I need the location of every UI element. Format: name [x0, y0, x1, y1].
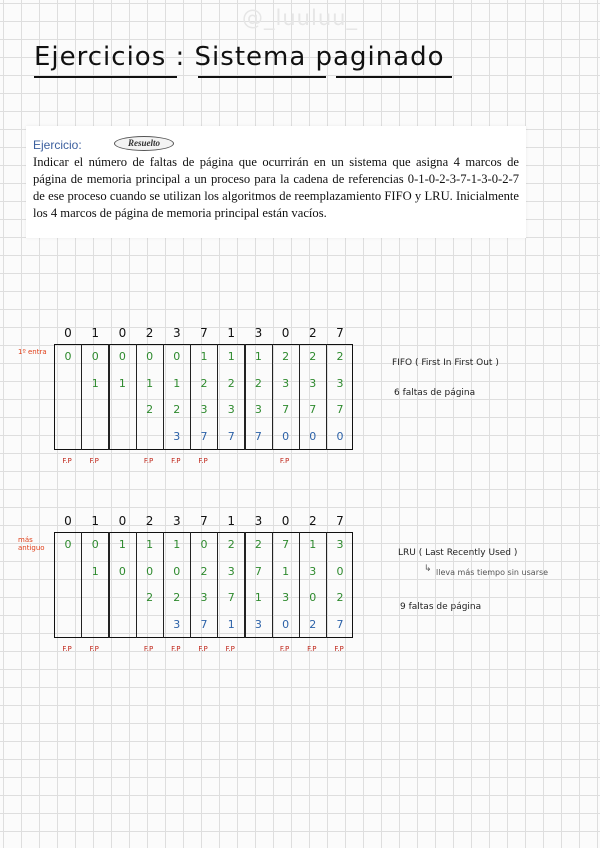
frame-cell: 1 — [146, 376, 154, 390]
frame-cell: 3 — [254, 617, 262, 631]
frame-cell: 0 — [336, 564, 344, 578]
title-underline — [336, 76, 452, 78]
frame-cell: 0 — [118, 350, 126, 363]
page-fault-marker: F.P — [279, 457, 290, 465]
frame-cell: 0 — [309, 429, 317, 443]
title-underline — [198, 76, 326, 78]
exercise-card — [26, 126, 526, 238]
frame-cell: 2 — [336, 350, 344, 363]
page-fault-marker: F.P — [307, 645, 317, 653]
frame-cell: 7 — [282, 403, 290, 416]
page-fault-marker: F.P — [198, 457, 208, 465]
page-fault-marker: F.P — [171, 457, 181, 465]
lru-result: 9 faltas de página — [400, 602, 482, 612]
reference-number: 2 — [145, 514, 154, 528]
frame-cell: 7 — [227, 429, 235, 443]
page-fault-marker: F.P — [279, 645, 290, 653]
frame-cell: 1 — [118, 376, 126, 390]
reference-number: 0 — [281, 514, 290, 528]
resuelto-badge: Resuelto — [114, 136, 174, 151]
frame-cell: 0 — [173, 350, 181, 363]
reference-number: 3 — [254, 514, 263, 528]
reference-number: 1 — [227, 326, 235, 340]
frame-cell: 0 — [64, 538, 72, 551]
page-fault-marker: F.P — [89, 457, 99, 465]
reference-number: 0 — [64, 326, 72, 340]
reference-number: 0 — [118, 514, 127, 528]
reference-number: 2 — [308, 326, 317, 340]
reference-number: 2 — [308, 514, 317, 528]
frame-cell: 7 — [254, 564, 262, 578]
frame-cell: 0 — [336, 429, 344, 443]
lru-algorithm-label: LRU ( Last Recently Used ) — [398, 548, 518, 558]
frame-cell: 2 — [336, 591, 344, 604]
reference-number: 2 — [145, 326, 154, 340]
side-marker: más antiguo — [18, 536, 45, 552]
frame-cell: 7 — [282, 538, 290, 551]
page-title: Ejercicios : Sistema paginado — [34, 42, 445, 72]
frame-cell: 0 — [91, 350, 99, 363]
frame-cell: 0 — [64, 350, 72, 363]
reference-number: 1 — [91, 514, 99, 528]
frame-cell: 1 — [91, 564, 99, 578]
frame-cell: 1 — [254, 350, 262, 363]
page-fault-marker: F.P — [143, 457, 154, 465]
page-fault-marker: F.P — [89, 645, 99, 653]
frame-cell: 1 — [309, 538, 317, 551]
frame-cell: 7 — [254, 429, 262, 443]
reference-number: 7 — [200, 514, 208, 528]
frame-cell: 3 — [336, 538, 344, 551]
frame-cell: 1 — [227, 617, 235, 631]
frame-cell: 3 — [309, 564, 317, 578]
frame-cell: 1 — [200, 350, 208, 363]
fifo-algorithm-label: FIFO ( First In First Out ) — [392, 358, 499, 368]
frame-cell: 7 — [227, 591, 235, 604]
frame-cell: 0 — [200, 538, 208, 551]
frame-cell: 0 — [282, 429, 290, 443]
reference-number: 0 — [64, 514, 72, 528]
frame-cell: 0 — [282, 617, 290, 631]
exercise-label: Ejercicio: — [33, 138, 82, 152]
frame-cell: 0 — [309, 591, 317, 604]
frame-cell: 2 — [282, 350, 290, 363]
frame-cell: 3 — [173, 617, 181, 631]
frame-cell: 2 — [254, 376, 262, 390]
reference-number: 7 — [200, 326, 208, 340]
frame-cell: 1 — [91, 376, 99, 390]
frame-cell: 3 — [336, 376, 344, 390]
reference-number: 1 — [91, 326, 99, 340]
page-fault-marker: F.P — [225, 645, 235, 653]
page-fault-marker: F.P — [334, 645, 344, 653]
frame-cell: 1 — [146, 538, 154, 551]
reference-number: 1 — [227, 514, 235, 528]
page-fault-marker: F.P — [198, 645, 208, 653]
frame-cell: 2 — [254, 538, 262, 551]
frame-cell: 0 — [173, 564, 181, 578]
page-fault-marker: F.P — [62, 645, 72, 653]
lru-note: lleva más tiempo sin usarse — [436, 568, 549, 577]
frame-cell: 2 — [227, 538, 235, 551]
frame-cell: 2 — [309, 350, 317, 363]
title-underline — [34, 76, 177, 78]
arrow-icon: ↳ — [424, 564, 432, 574]
frame-cell: 0 — [91, 538, 99, 551]
frame-cell: 1 — [173, 376, 181, 390]
reference-number: 7 — [336, 514, 344, 528]
frame-cell: 2 — [146, 591, 154, 604]
frame-cell: 7 — [336, 617, 344, 631]
frame-cell: 2 — [309, 617, 317, 631]
frame-cell: 3 — [200, 591, 208, 604]
reference-number: 3 — [172, 326, 181, 340]
frame-cell: 1 — [173, 538, 181, 551]
frame-cell: 0 — [146, 564, 154, 578]
frame-cell: 1 — [282, 564, 290, 578]
frame-cell: 3 — [200, 403, 208, 416]
frame-cell: 0 — [146, 350, 154, 363]
frame-cell: 3 — [173, 429, 181, 443]
side-marker: 1º entra — [18, 348, 47, 356]
frame-cell: 2 — [200, 376, 208, 390]
frame-cell: 3 — [282, 591, 290, 604]
frame-cell: 7 — [309, 403, 317, 416]
frame-cell: 2 — [173, 403, 181, 416]
reference-number: 3 — [254, 326, 263, 340]
frame-cell: 1 — [227, 350, 235, 363]
frame-cell: 3 — [282, 376, 290, 390]
frame-cell: 7 — [336, 403, 344, 416]
reference-number: 3 — [172, 514, 181, 528]
page-fault-marker: F.P — [171, 645, 181, 653]
frame-cell: 3 — [309, 376, 317, 390]
frame-cell: 7 — [200, 429, 208, 443]
reference-number: 0 — [281, 326, 290, 340]
frame-cell: 0 — [118, 564, 126, 578]
frame-cell: 2 — [173, 591, 181, 604]
page-fault-marker: F.P — [62, 457, 72, 465]
exercise-statement: Indicar el número de faltas de página que ocurrirán en un sistema que asigna 4 marcos de página de memoria principal a un proceso para la cadena de referencias 0-1-0-2-3-7-1-3-0-2-7 de ese proceso cuando se utilizan los algoritmos de reemplazamiento FIFO y LRU. Inicialmente los 4 marcos de página de memoria principal están vacíos. — [33, 155, 519, 220]
frame-cell: 2 — [227, 376, 235, 390]
reference-number: 0 — [118, 326, 127, 340]
frame-cell: 1 — [118, 538, 126, 551]
frame-cell: 3 — [227, 564, 235, 578]
frame-cell: 1 — [254, 591, 262, 604]
reference-number: 7 — [336, 326, 344, 340]
page-fault-marker: F.P — [143, 645, 154, 653]
frame-cell: 7 — [200, 617, 208, 631]
fifo-result: 6 faltas de página — [394, 388, 476, 398]
frame-cell: 3 — [227, 403, 235, 416]
frame-cell: 2 — [200, 564, 208, 578]
frame-cell: 3 — [254, 403, 262, 416]
watermark: @_luuluu_ — [242, 6, 358, 30]
frame-cell: 2 — [146, 403, 154, 416]
